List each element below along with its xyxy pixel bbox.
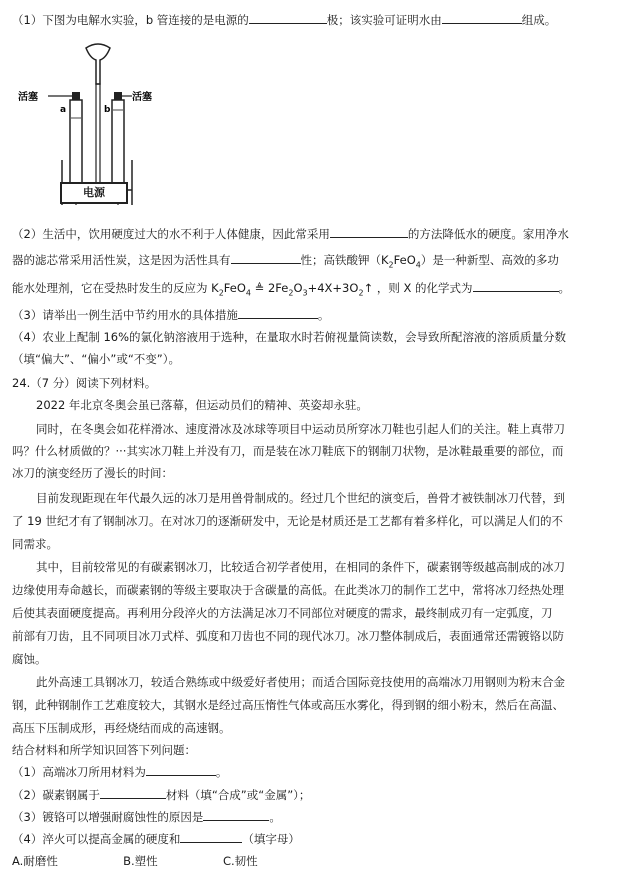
q2-l3-b: ≜ 2Fe bbox=[251, 281, 289, 295]
q24-p3-text: 同需求。 bbox=[12, 537, 58, 551]
q24-s1-pre: （1）高端冰刀所用材料为 bbox=[12, 765, 146, 779]
q24-heading bbox=[12, 374, 615, 392]
q2-l1-pre: （2）生活中，饮用硬度过大的水不利于人体健康，因此常采用 bbox=[12, 227, 330, 241]
q2-l1-post: 的方法降低水的硬度。家用净水 bbox=[407, 227, 569, 241]
q2-l3-post: 。 bbox=[558, 281, 571, 295]
q24-intro-text: 结合材料和所学知识回答下列问题： bbox=[12, 743, 196, 757]
right-stopcock-label: 活塞 bbox=[132, 92, 152, 103]
q24-p1-text: 2022 年北京冬奥会虽已落幕，但运动员们的精神、英姿却永驻。 bbox=[36, 398, 368, 412]
q2-line-3 bbox=[12, 279, 615, 302]
q24-p3-l2 bbox=[12, 512, 615, 530]
q24-p5-l1 bbox=[36, 673, 615, 691]
q24-blank-property[interactable] bbox=[180, 830, 242, 843]
q3-text-post: 。 bbox=[317, 308, 330, 322]
q24-p4-l3 bbox=[12, 604, 615, 622]
q3-line bbox=[12, 306, 615, 324]
q4-text-1: （4）农业上配制 16%的氯化钠溶液用于选种，在量取水时若俯视量筒读数，会导致所配溶液的溶质质量分数 bbox=[12, 330, 567, 344]
power-source-label: 电源 bbox=[83, 186, 105, 199]
option-a[interactable]: A.耐磨性 bbox=[12, 854, 58, 868]
q1-blank-pole[interactable] bbox=[249, 11, 327, 24]
stopcock-left bbox=[72, 92, 80, 100]
q24-p2-text: 冰刀的演变经历了漫长的时间： bbox=[12, 466, 173, 480]
q24-s3-pre: （3）镀铬可以增强耐腐蚀性的原因是 bbox=[12, 810, 204, 824]
q24-p4-l4 bbox=[12, 627, 615, 645]
q2-l2-fe: FeO bbox=[393, 253, 416, 267]
q24-p1 bbox=[36, 396, 615, 414]
q2-sub: 4 bbox=[415, 260, 421, 270]
q2-l3-e: ↑ ，则 X 的化学式为 bbox=[363, 281, 473, 295]
q24-p3-text: 了 19 世纪才有了钢制冰刀。在对冰刀的逐渐研发中，无论是材质还是工艺都有着多样化，可以满足人们的不 bbox=[12, 514, 563, 528]
q24-sub2 bbox=[12, 786, 615, 804]
q24-p3-l1 bbox=[36, 489, 615, 507]
q24-p3-l3 bbox=[12, 535, 615, 553]
q24-p5-text: 此外高速工具钢冰刀，较适合熟练或中级爱好者使用；而适合国际竞技使用的高端冰刀用钢则为粉末合金 bbox=[36, 675, 565, 689]
option-b[interactable]: B.塑性 bbox=[123, 854, 158, 868]
q24-p2-l1 bbox=[36, 420, 615, 438]
q24-options bbox=[12, 852, 615, 870]
q2-l3-c: O bbox=[293, 281, 303, 295]
electrolysis-diagram bbox=[18, 40, 158, 205]
q4-text-2: （填“偏大”、“偏小”或“不变”）。 bbox=[12, 352, 180, 366]
q24-p2-l2 bbox=[12, 442, 615, 460]
q2-l3-d: +4X+3O bbox=[307, 281, 359, 295]
q2-sub: 2 bbox=[388, 260, 394, 270]
q24-p5-l3 bbox=[12, 719, 615, 737]
q1-text-post: 组成。 bbox=[521, 13, 557, 27]
q24-intro bbox=[12, 741, 615, 759]
q3-blank-measure[interactable] bbox=[238, 306, 318, 319]
q1-line bbox=[12, 11, 615, 29]
q24-s2-pre: （2）碳素钢属于 bbox=[12, 788, 100, 802]
q2-l2-mid: 性；高铁酸钾（K bbox=[300, 253, 389, 267]
q2-l3-a: FeO bbox=[223, 281, 246, 295]
power-source-box bbox=[60, 182, 128, 204]
q24-p4-text: 腐蚀。 bbox=[12, 652, 47, 666]
q24-p4-text: 其中，目前较常见的有碳素钢冰刀，比较适合初学者使用，在相同的条件下，碳素钢等级越高制成的冰刀 bbox=[36, 560, 565, 574]
q24-p2-text: 同时，在冬奥会如花样滑冰、速度滑冰及冰球等项目中运动员所穿冰刀鞋也引起人们的关注。鞋上真带刀 bbox=[36, 422, 565, 436]
q2-sub: 2 bbox=[358, 288, 364, 298]
q24-sub4 bbox=[12, 830, 615, 848]
q24-s4-post: （填字母） bbox=[242, 832, 300, 846]
tube-a-label: a bbox=[60, 105, 67, 115]
q24-s4-pre: （4）淬火可以提高金属的硬度和 bbox=[12, 832, 181, 846]
q2-l2-pre: 器的滤芯常采用活性炭，这是因为活性具有 bbox=[12, 253, 231, 267]
q24-p4-l1 bbox=[36, 558, 615, 576]
q24-sub3 bbox=[12, 808, 615, 826]
q24-p3-text: 目前发现距现在年代最久远的冰刀是用兽骨制成的。经过几个世纪的演变后，兽骨才被铁制冰刀代替，到 bbox=[36, 491, 565, 505]
stopcock-right bbox=[114, 92, 122, 100]
q2-sub: 2 bbox=[288, 288, 294, 298]
q24-s2-post: 材料（填“合成”或“金属”）； bbox=[165, 788, 311, 802]
q2-l3-pre: 能水处理剂，它在受热时发生的反应为 K bbox=[12, 281, 219, 295]
q1-blank-composition[interactable] bbox=[442, 11, 522, 24]
q2-blank-property[interactable] bbox=[231, 251, 301, 264]
left-stopcock-label: 活塞 bbox=[18, 92, 38, 103]
q24-p5-l2 bbox=[12, 696, 615, 714]
q2-blank-method[interactable] bbox=[330, 225, 408, 238]
q24-p5-text: 钢，此种钢制作工艺难度较大，其钢水是经过高压惰性气体或高压水雾化，得到钢的细小粉末，然后在高温、 bbox=[12, 698, 564, 712]
q24-p4-l2 bbox=[12, 581, 615, 599]
funnel-shape bbox=[86, 44, 110, 84]
q1-text-mid: 极；该实验可证明水由 bbox=[326, 13, 442, 27]
q24-s3-post: 。 bbox=[269, 810, 281, 824]
q1-text-pre: （1）下图为电解水实验，b 管连接的是电源的 bbox=[12, 13, 249, 27]
q2-line-1 bbox=[12, 225, 615, 243]
q24-sub1 bbox=[12, 763, 615, 781]
q2-sub: 4 bbox=[245, 288, 252, 298]
option-c[interactable]: C.韧性 bbox=[223, 854, 258, 868]
q24-p4-text: 前部有刀齿，且不同项目冰刀式样、弧度和刀齿也不同的现代冰刀。冰刀整体制成后，表面通常还需镀铬以防 bbox=[12, 629, 564, 643]
q24-p4-l5 bbox=[12, 650, 615, 668]
q24-blank-material-type[interactable] bbox=[100, 786, 166, 799]
q2-blank-formula[interactable] bbox=[473, 279, 559, 292]
q24-s1-post: 。 bbox=[215, 765, 228, 779]
q24-head-text: 24.（7 分）阅读下列材料。 bbox=[12, 376, 157, 390]
q2-line-2 bbox=[12, 251, 615, 274]
q4-line-2 bbox=[12, 350, 615, 368]
tube-b-label: b bbox=[104, 105, 111, 115]
q2-l2-post: ）是一种新型、高效的多功 bbox=[420, 253, 559, 267]
q4-line-1 bbox=[12, 328, 615, 346]
q24-p5-text: 高压下压制成形，再经烧结而成的高速钢。 bbox=[12, 721, 231, 735]
q24-p2-l3 bbox=[12, 464, 615, 482]
q2-sub: 3 bbox=[302, 288, 308, 298]
q24-p4-text: 边缘使用寿命越长，而碳素钢的等级主要取决于含碳量的高低。在此类冰刀的制作工艺中，常将冰刀经热处理 bbox=[12, 583, 564, 597]
q24-blank-material[interactable] bbox=[146, 763, 216, 776]
q24-p4-text: 后使其表面硬度提高。再利用分段淬火的方法满足冰刀不同部位对硬度的需求，最终制成刃有一定弧度，刀 bbox=[12, 606, 553, 620]
q24-blank-reason[interactable] bbox=[203, 808, 269, 821]
q3-text-pre: （3）请举出一例生活中节约用水的具体措施 bbox=[12, 308, 238, 322]
q2-sub: 2 bbox=[218, 288, 224, 298]
q24-p2-text: 吗？什么材质做的？···其实冰刀鞋上并没有刀，而是装在冰刀鞋底下的钢制刀状物，是冰鞋最重要的部位，而 bbox=[12, 444, 564, 458]
